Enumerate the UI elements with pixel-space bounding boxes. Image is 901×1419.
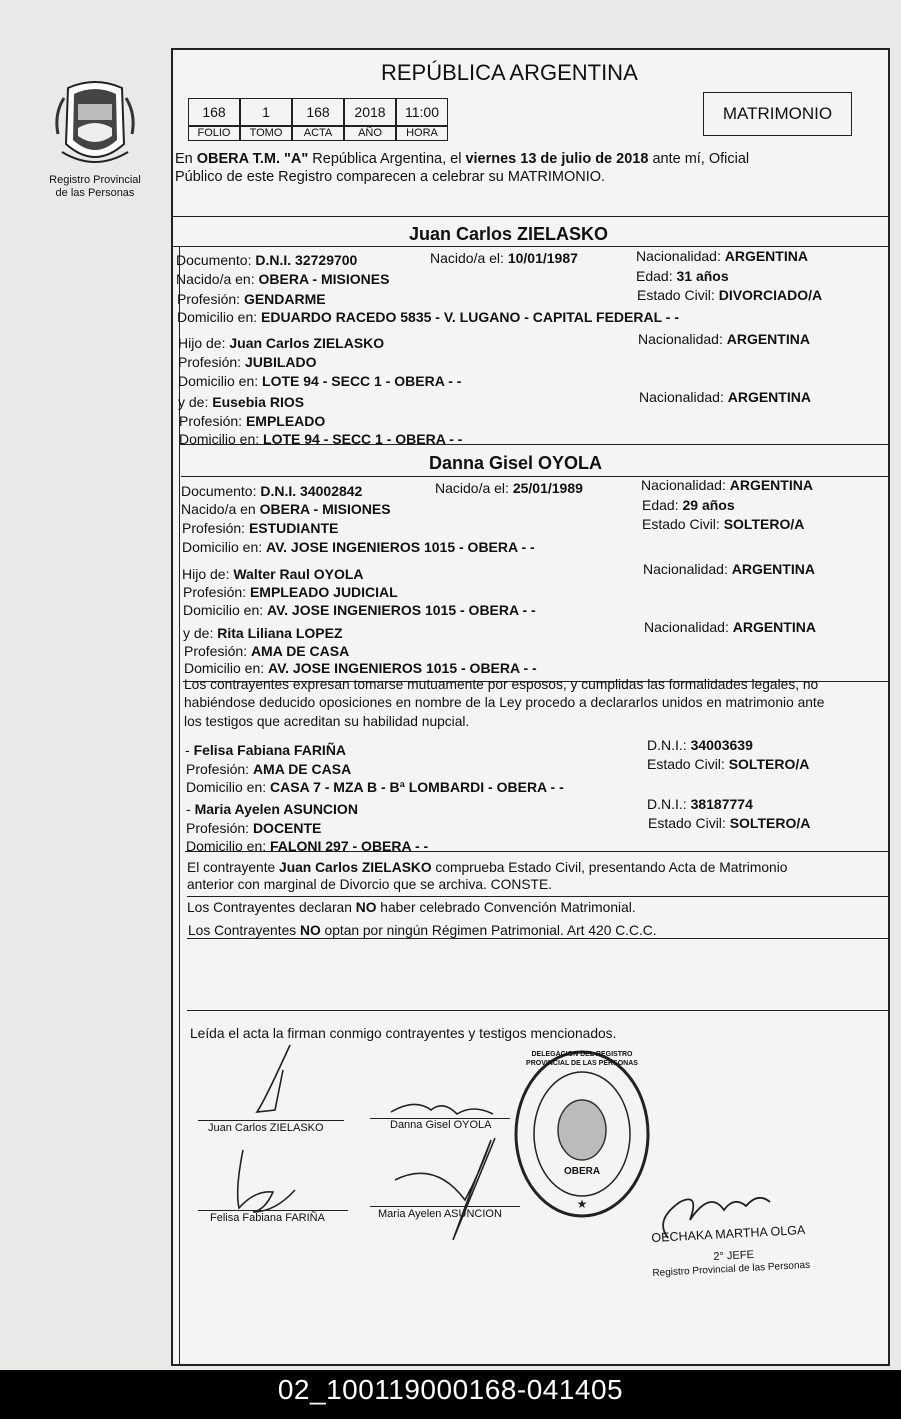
c2-nacionalidad: Nacionalidad: ARGENTINA — [641, 477, 813, 493]
folio-value: 168 — [188, 98, 240, 126]
stamp-ring-text: DELEGACION DEL REGISTRO PROVINCIAL DE LAS PERSONAS — [526, 1051, 638, 1067]
c1-estado-civil: Estado Civil: DIVORCIADO/A — [637, 287, 823, 303]
registry-logo — [40, 74, 150, 204]
c1-madre-profesion: Profesión: EMPLEADO — [179, 413, 326, 429]
c1-profesion: Profesión: GENDARME — [177, 291, 326, 307]
anio-value: 2018 — [344, 98, 396, 126]
c2-padre-domicilio: Domicilio en: AV. JOSE INGENIEROS 1015 - OBERA - - — [183, 602, 536, 618]
official-stamp — [512, 1048, 652, 1220]
intro-line-1: En OBERA T.M. "A" República Argentina, el viernes 13 de julio de 2018 ante mí, Oficial — [175, 151, 750, 167]
c1-madre-domicilio: Domicilio en: LOTE 94 - SECC 1 - OBERA - - — [179, 431, 463, 447]
signature-line-1 — [198, 1120, 344, 1121]
c2-padre-nacionalidad: Nacionalidad: ARGENTINA — [643, 561, 815, 577]
signature-label-2: Danna Gisel OYOLA — [390, 1119, 492, 1131]
c1-nacido-el: Nacido/a el: 10/01/1987 — [430, 250, 578, 266]
stamp-city: OBERA — [563, 1166, 601, 1177]
rule-under-intro — [173, 216, 888, 217]
convention-note: Los Contrayentes declaran NO haber celebrado Convención Matrimonial. — [187, 900, 636, 915]
c2-madre-domicilio: Domicilio en: AV. JOSE INGENIEROS 1015 - OBERA - - — [184, 660, 537, 676]
anio-label: AÑO — [344, 126, 396, 141]
tomo-label: TOMO — [240, 126, 292, 141]
intro-date: viernes 13 de julio de 2018 — [465, 151, 649, 167]
c2-padre: Hijo de: Walter Raul OYOLA — [182, 566, 364, 582]
c2-estado-civil: Estado Civil: SOLTERO/A — [642, 516, 805, 532]
signature-label-3: Felisa Fabiana FARIÑA — [210, 1212, 325, 1224]
c2-madre-profesion: Profesión: AMA DE CASA — [184, 643, 350, 659]
hora-label: HORA — [396, 126, 448, 141]
c1-padre: Hijo de: Juan Carlos ZIELASKO — [178, 335, 385, 351]
testigo1-name: - Felisa Fabiana FARIÑA — [185, 742, 347, 758]
intro-place: OBERA T.M. "A" — [196, 151, 309, 167]
testigo2-domicilio: Domicilio en: FALONI 297 - OBERA - - — [186, 838, 429, 854]
c1-padre-nacionalidad: Nacionalidad: ARGENTINA — [638, 331, 810, 347]
regime-note: Los Contrayentes NO optan por ningún Régimen Patrimonial. Art 420 C.C.C. — [188, 923, 657, 938]
testigo2-dni: D.N.I.: 38187774 — [647, 796, 753, 812]
c1-nacionalidad: Nacionalidad: ARGENTINA — [636, 248, 808, 264]
declaration-line-3: los testigos que acreditan su habilidad nupcial. — [184, 714, 470, 729]
divorce-note-line-2: anterior con marginal de Divorcio que se archiva. CONSTE. — [187, 877, 553, 892]
folio-label: FOLIO — [188, 126, 240, 141]
c1-nacido-en: Nacido/a en: OBERA - MISIONES — [176, 271, 390, 287]
testigo2-name: - Maria Ayelen ASUNCION — [186, 801, 358, 817]
c2-domicilio: Domicilio en: AV. JOSE INGENIEROS 1015 - OBERA - - — [182, 539, 535, 555]
signature-line-4 — [370, 1206, 520, 1207]
doc-type-box: MATRIMONIO — [703, 92, 852, 136]
signature-label-1: Juan Carlos ZIELASKO — [208, 1122, 324, 1134]
testigo1-dni: D.N.I.: 34003639 — [647, 737, 753, 753]
c1-documento: Documento: D.N.I. 32729700 — [176, 252, 358, 268]
footer-bar — [0, 1370, 901, 1419]
signature-label-4: Maria Ayelen ASUNCION — [378, 1208, 502, 1220]
c1-edad: Edad: 31 años — [636, 268, 729, 284]
testigo2-profesion: Profesión: DOCENTE — [186, 820, 322, 836]
contrayente1-name: Juan Carlos ZIELASKO — [409, 224, 609, 244]
tomo-value: 1 — [240, 98, 292, 126]
divorce-note-line-1: El contrayente Juan Carlos ZIELASKO comprueba Estado Civil, presentando Acta de Matrimonio — [187, 860, 788, 875]
rule-before-closing — [187, 1010, 888, 1011]
signature-line-3 — [198, 1210, 348, 1211]
c2-nacido-en: Nacido/a en OBERA - MISIONES — [181, 501, 391, 517]
c2-edad: Edad: 29 años — [642, 497, 735, 513]
c1-padre-profesion: Profesión: JUBILADO — [178, 354, 317, 370]
c1-madre-nacionalidad: Nacionalidad: ARGENTINA — [639, 389, 811, 405]
c2-documento: Documento: D.N.I. 34002842 — [181, 483, 363, 499]
c1-domicilio: Domicilio en: EDUARDO RACEDO 5835 - V. LUGANO - CAPITAL FEDERAL - - — [177, 309, 680, 325]
testigo2-estado-civil: Estado Civil: SOLTERO/A — [648, 815, 811, 831]
c2-padre-profesion: Profesión: EMPLEADO JUDICIAL — [183, 584, 398, 600]
c2-nacido-el: Nacido/a el: 25/01/1989 — [435, 480, 583, 496]
declaration-line-1: Los contrayentes expresan tomarse mutuamente por esposos, y cumplidas las formalidades legales, no — [184, 677, 819, 692]
contrayente2-name: Danna Gisel OYOLA — [429, 453, 603, 473]
c1-padre-domicilio: Domicilio en: LOTE 94 - SECC 1 - OBERA - - — [178, 373, 462, 389]
c1-madre: y de: Eusebia RIOS — [178, 394, 305, 410]
acta-label: ACTA — [292, 126, 344, 141]
official-role: 2° JEFE — [713, 1248, 755, 1263]
c2-profesion: Profesión: ESTUDIANTE — [182, 520, 339, 536]
province-emblem-icon — [40, 74, 150, 174]
footer-code: 02_100119000168-041405 — [277, 1374, 624, 1405]
hora-value: 11:00 — [396, 98, 448, 126]
stamp-seal-icon — [512, 1048, 652, 1220]
logo-label-1: Registro Provincial — [49, 174, 141, 186]
c2-madre: y de: Rita Liliana LOPEZ — [183, 625, 343, 641]
official-office: Registro Provincial de las Personas — [652, 1259, 811, 1279]
acta-value: 168 — [292, 98, 344, 126]
closing-text: Leída el acta la firman conmigo contrayentes y testigos mencionados. — [190, 1026, 617, 1041]
logo-label-2: de las Personas — [55, 187, 135, 199]
testigo1-domicilio: Domicilio en: CASA 7 - MZA B - Bª LOMBARDI - OBERA - - — [186, 779, 564, 795]
c2-madre-nacionalidad: Nacionalidad: ARGENTINA — [644, 619, 816, 635]
testigo1-estado-civil: Estado Civil: SOLTERO/A — [647, 756, 810, 772]
declaration-line-2: habiéndose deducido oposiciones en nombre de la Ley procedo a declararlos unidos en matrimonio ante — [184, 695, 825, 710]
testigo1-profesion: Profesión: AMA DE CASA — [186, 761, 352, 777]
intro-line-2: Público de este Registro comparecen a celebrar su MATRIMONIO. — [175, 169, 606, 185]
rule-before-convention — [187, 896, 888, 897]
official-name: OECHAKA MARTHA OLGA — [651, 1222, 806, 1245]
page-title: REPÚBLICA ARGENTINA — [381, 60, 638, 85]
svg-text:★: ★ — [576, 1197, 588, 1211]
